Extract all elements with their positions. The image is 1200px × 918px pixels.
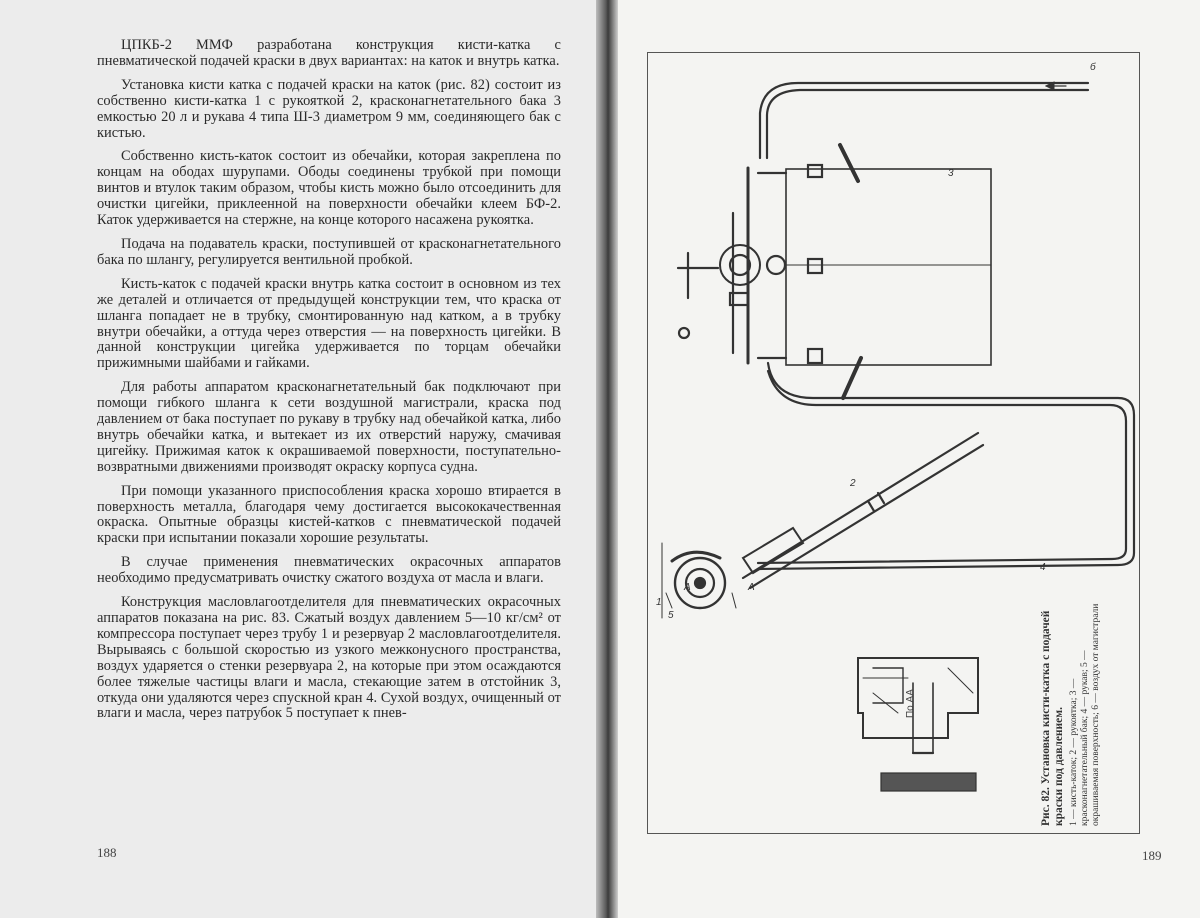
figure-caption [1040, 600, 1160, 830]
section-label: По АА [905, 689, 916, 718]
paragraph: Собственно кисть-каток состоит из обечайки, которая закреплена по концам на ободах шурупами. Ободы соединены трубкой при помощи винтов и втулок таким образом, чтобы кисть можно было отсоединить для очистки цигейки, приклеенной на поверхности обечайки клеем БФ-2. Каток удерживается на стержне, на конце которого насажена рукоятка. [97, 148, 561, 229]
hose [758, 363, 1134, 569]
page-number-left: 188 [97, 845, 117, 860]
paint-tank [786, 169, 991, 365]
left-page-text [97, 38, 561, 730]
book-gutter [596, 0, 618, 918]
paragraph: Установка кисти катка с подачей краски на каток (рис. 82) состоит из собственно кисти-катка 1 с рукояткой 2, красконагнетательного бака 3 емкостью 20 л и рукава 4 типа Ш-3 диаметром 9 мм, соединяющего бак с кистью. [97, 76, 561, 141]
paragraph: ЦПКБ-2 ММФ разработана конструкция кисти-катка с пневматической подачей краски в двух вариантах: на каток и внутрь катка. [97, 37, 561, 69]
label-6: б [1090, 62, 1096, 73]
paragraph: Конструкция масловлагоотделителя для пневматических окрасочных аппаратов показана на рис. 83. Сжатый воздух давлением 5—10 кг/см² от компрессора поступает через трубу 1 и резервуар 2 масловлагоотделителя. Вырываясь с большой скоростью из узкого межконусного пространства, воздух ударяется о стенки резервуара 2, на которые при этом осаждаются более тяжелые частицы влаги и масла, стекающие затем в отстойник 3, откуда они удаляются через спускной кран 4. Сухой воздух, очищенный от влаги и масла, через патрубок 5 поступает к пнев- [97, 594, 561, 722]
paragraph: В случае применения пневматических окрасочных аппаратов необходимо предусматривать очистку сжатого воздуха от масла и влаги. [97, 554, 561, 587]
label-2: 2 [850, 478, 856, 489]
paragraph: При помощи указанного приспособления краска хорошо втирается в поверхность металла, благодаря чему достигается высококачественная окраска. Опытные образцы кистей-катков с пневматической подачей краски при испытании показали хорошие результаты. [97, 482, 561, 547]
label-4: 4 [1040, 562, 1046, 573]
air-supply-pipe [760, 83, 1088, 158]
caption-title: Рис. 82. Установка кисти-катка с подачей краски под давлением. [1040, 610, 1065, 826]
label-a-right: А [748, 582, 755, 593]
label-5: 5 [668, 610, 674, 621]
label-a-left: А [684, 582, 691, 593]
paragraph: Кисть-каток с подачей краски внутрь катка состоит в основном из тех же деталей и отличается от предыдущей конструкции тем, что краска от шланга попадает не в трубку, смонтированную над катком, а в трубку внутри обечайки, а оттуда через отверстия — на поверхность цигейки. В данной конструкции цигейка удерживается по торцам обечайки прижимными шайбами и гайками. [97, 275, 561, 372]
caption-legend: 1 — кисть-каток; 2 — рукоятка; 3 — красконагнетательный бак; 4 — рукав; 5 — окрашиваемая поверхность; 6 — воздух от магистрали [1069, 603, 1101, 826]
page-number-right: 189 [1142, 848, 1162, 863]
label-1: 1 [656, 597, 662, 608]
section-view [858, 658, 978, 791]
brush-handle [743, 433, 978, 578]
label-3: 3 [948, 168, 954, 179]
paragraph: Для работы аппаратом красконагнетательный бак подключают при помощи гибкого шланга к сети воздушной магистрали, краска под давлением от бака поступает по рукаву в трубку над обечайкой катка, либо внутрь обечайки катка, и вытекает из их отверстий наружу, смачивая цигейку. Прижимая каток к окрашиваемой поверхности, поступательно-возвратными движениями производят окраску корпуса судна. [97, 379, 561, 475]
pressure-gauge [720, 245, 760, 285]
paragraph: Подача на подаватель краски, поступившей от красконагнетательного бака по шлангу, регулируется вентильной пробкой. [97, 235, 561, 268]
